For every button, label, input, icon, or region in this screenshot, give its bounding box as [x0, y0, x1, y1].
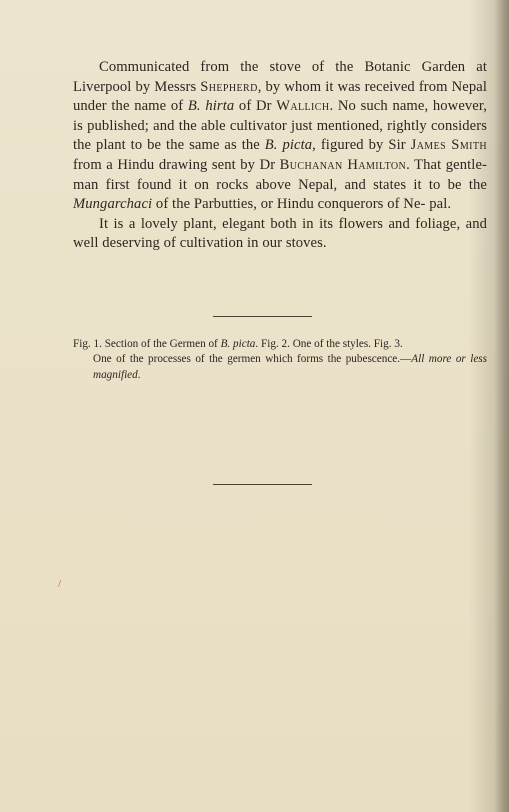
paragraph-2	[73, 215, 487, 254]
text-line: Communicated from the stove of the Botanic Garden at	[99, 59, 487, 75]
text-line: man first found it on rocks above Nepal, and states it to be the	[73, 176, 487, 193]
species-name: B. picta	[264, 137, 313, 154]
caption-text: .	[137, 368, 141, 381]
text-line: drawing sent by Dr	[158, 156, 280, 173]
species-name: B. picta	[220, 338, 256, 350]
text-line: from a Hindu	[73, 156, 155, 173]
person-name: Shepherd	[200, 78, 258, 95]
local-name: Mungarchaci	[73, 196, 153, 213]
text-line: , figured by Sir	[312, 137, 411, 154]
text-line: .	[329, 98, 334, 115]
text-line: of the Parbutties, or Hindu conquerors of Ne-	[152, 196, 426, 213]
caption-text: . Fig. 2. One of the styles. Fig. 3.	[255, 338, 403, 350]
text-line: , by whom it was received	[257, 78, 415, 95]
caption-text: One of the processes of the germen which forms the pubescence.—	[93, 353, 412, 366]
text-line: . That gentle-	[406, 156, 488, 173]
person-name: Buchanan Hamilton	[279, 156, 407, 173]
section-divider	[213, 316, 312, 317]
paragraph-1	[73, 58, 487, 215]
main-text	[73, 58, 487, 254]
text-line: It is a lovely plant, elegant both in its flowers and foliage,	[99, 215, 461, 232]
pencil-mark: /	[58, 578, 62, 590]
text-line: of Dr	[234, 98, 277, 115]
end-divider	[213, 484, 312, 485]
person-name: Wallich	[276, 98, 330, 115]
text-line: No such name, however, is published; and the able cultivator	[73, 98, 487, 134]
text-line: the	[241, 137, 265, 154]
text-line: from Nepal under the name of	[73, 78, 487, 115]
text-line: pal.	[429, 196, 452, 213]
figure-caption	[73, 337, 487, 383]
caption-text: All	[411, 353, 425, 366]
text-line: just mentioned, rightly considers the plant to be the same as	[73, 117, 487, 154]
caption-text: more or less magnified	[93, 353, 488, 381]
species-name: B. hirta	[187, 98, 235, 115]
person-name: James Smith	[410, 137, 487, 154]
text-line: and well deserving of cultivation in our stoves.	[73, 215, 487, 252]
text-line: Liverpool by Messrs	[73, 78, 201, 95]
page-edge-shadow	[495, 0, 509, 812]
caption-text: Fig. 1. Section of the Germen of	[73, 338, 221, 350]
